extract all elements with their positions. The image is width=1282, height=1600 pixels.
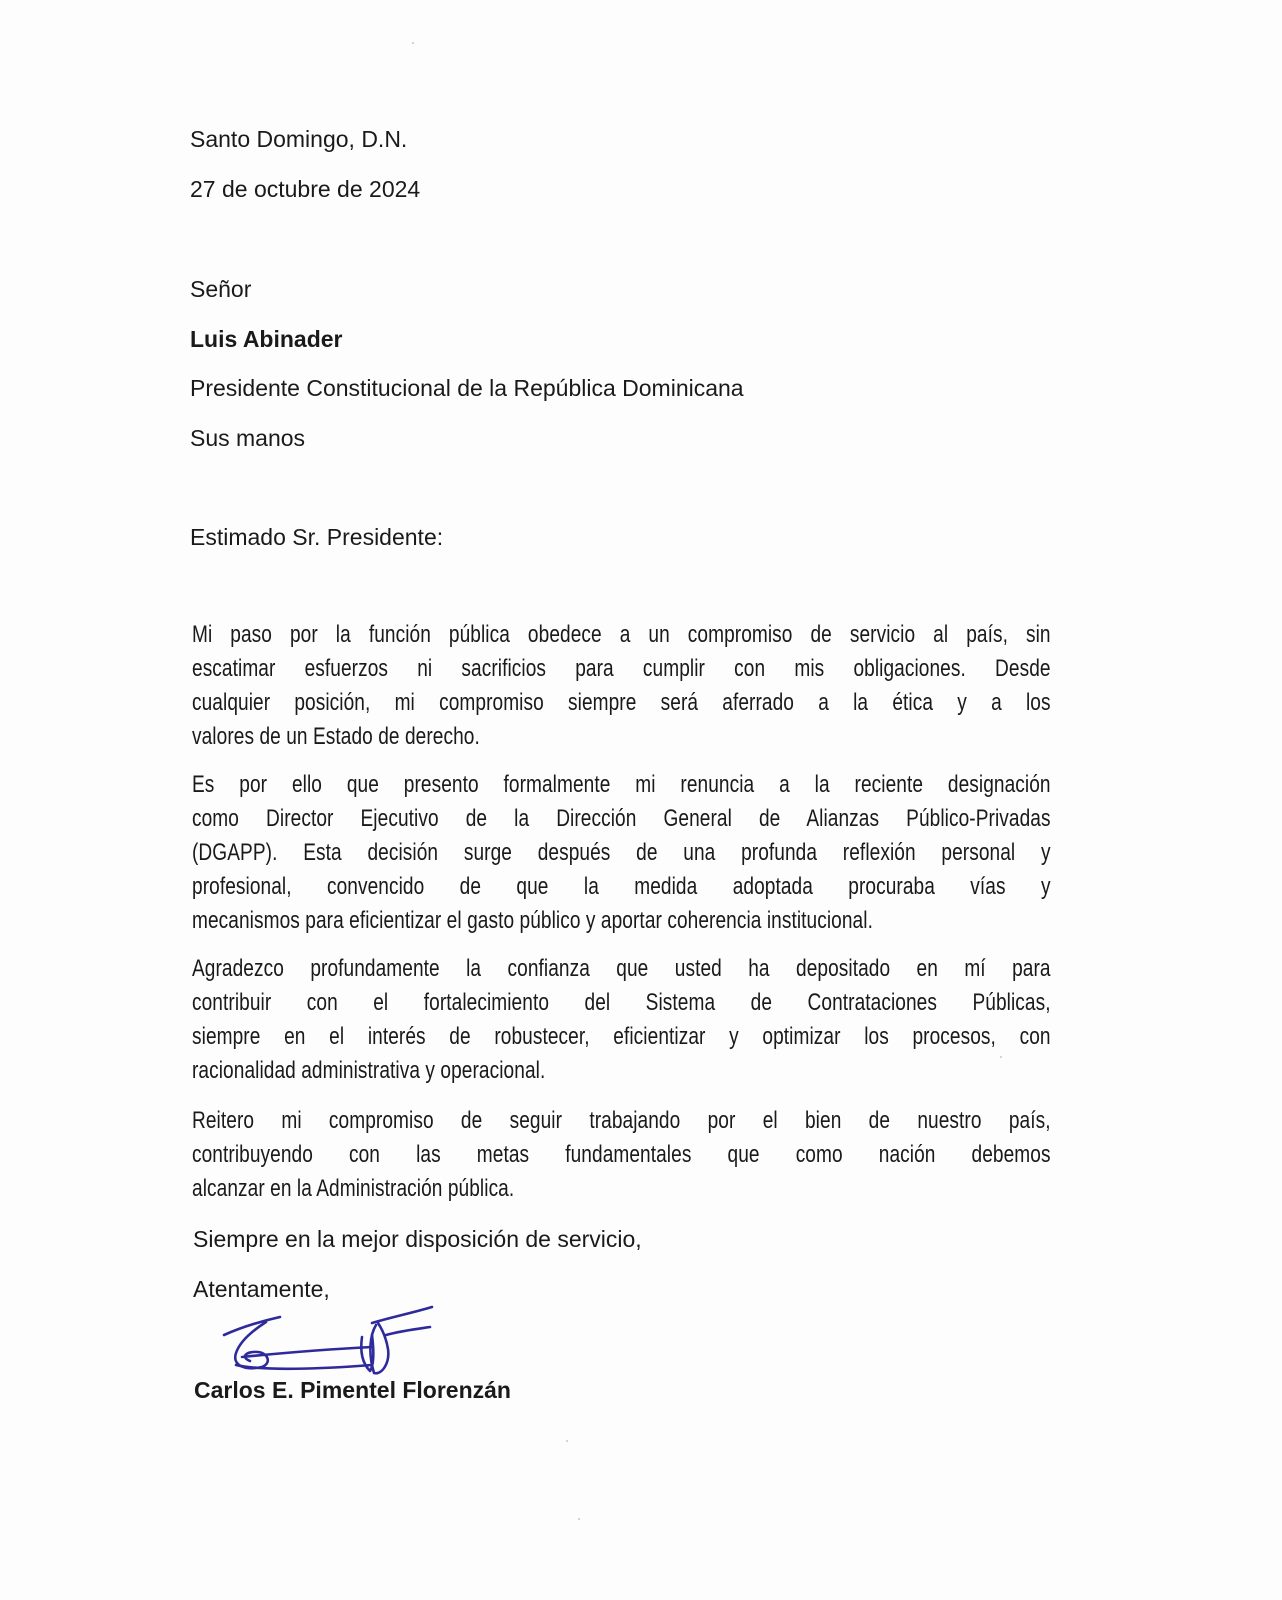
paragraph-line: Es por ello que presento formalmente mi renuncia a la reciente designación bbox=[192, 771, 1051, 798]
paragraph-line: Mi paso por la función pública obedece a un compromiso de servicio al país, sin bbox=[192, 621, 1051, 648]
paragraph-line: Agradezco profundamente la confianza que usted ha depositado en mí para bbox=[192, 955, 1051, 982]
closing-line: Siempre en la mejor disposición de servicio, bbox=[193, 1226, 642, 1252]
paragraph-line: escatimar esfuerzos ni sacrificios para cumplir con mis obligaciones. Desde bbox=[192, 655, 1051, 682]
paragraph-line: contribuyendo con las metas fundamentales que como nación debemos bbox=[192, 1141, 1051, 1168]
body-paragraph-4 bbox=[192, 1104, 1051, 1206]
paragraph-line: profesional, convencido de que la medida adoptada procuraba vías y bbox=[192, 873, 1051, 900]
recipient-title: Señor bbox=[190, 276, 252, 302]
signer-name: Carlos E. Pimentel Florenzán bbox=[194, 1377, 511, 1403]
signature-icon bbox=[222, 1305, 442, 1385]
closing: Atentamente, bbox=[193, 1276, 330, 1302]
paragraph-line: contribuir con el fortalecimiento del Sistema de Contrataciones Públicas, bbox=[192, 989, 1051, 1016]
paragraph-line: como Director Ejecutivo de la Dirección General de Alianzas Público-Privadas bbox=[192, 805, 1051, 832]
paragraph-line: racionalidad administrativa y operacional. bbox=[192, 1057, 546, 1084]
letter-date: 27 de octubre de 2024 bbox=[190, 176, 421, 202]
letter-place: Santo Domingo, D.N. bbox=[190, 126, 408, 152]
body-paragraph-2 bbox=[192, 768, 1051, 938]
recipient-delivery: Sus manos bbox=[190, 425, 306, 451]
paragraph-line: cualquier posición, mi compromiso siempre será aferrado a la ética y a los bbox=[192, 689, 1051, 716]
paragraph-line: (DGAPP). Esta decisión surge después de una profunda reflexión personal y bbox=[192, 839, 1051, 866]
scan-speck bbox=[412, 42, 414, 44]
recipient-position: Presidente Constitucional de la República Dominicana bbox=[190, 375, 744, 401]
paragraph-line: mecanismos para eficientizar el gasto público y aportar coherencia institucional. bbox=[192, 907, 873, 934]
paragraph-line: alcanzar en la Administración pública. bbox=[192, 1175, 515, 1202]
paragraph-line: siempre en el interés de robustecer, eficientizar y optimizar los procesos, con bbox=[192, 1023, 1051, 1050]
recipient-name: Luis Abinader bbox=[190, 326, 343, 352]
body-paragraph-1 bbox=[192, 618, 1051, 754]
paragraph-line: valores de un Estado de derecho. bbox=[192, 723, 480, 750]
body-paragraph-3 bbox=[192, 952, 1051, 1088]
scan-speck bbox=[578, 1518, 580, 1520]
scan-speck bbox=[1000, 1056, 1002, 1058]
scan-speck bbox=[566, 1440, 568, 1442]
paragraph-line: Reitero mi compromiso de seguir trabajando por el bien de nuestro país, bbox=[192, 1107, 1051, 1134]
greeting: Estimado Sr. Presidente: bbox=[190, 524, 444, 550]
